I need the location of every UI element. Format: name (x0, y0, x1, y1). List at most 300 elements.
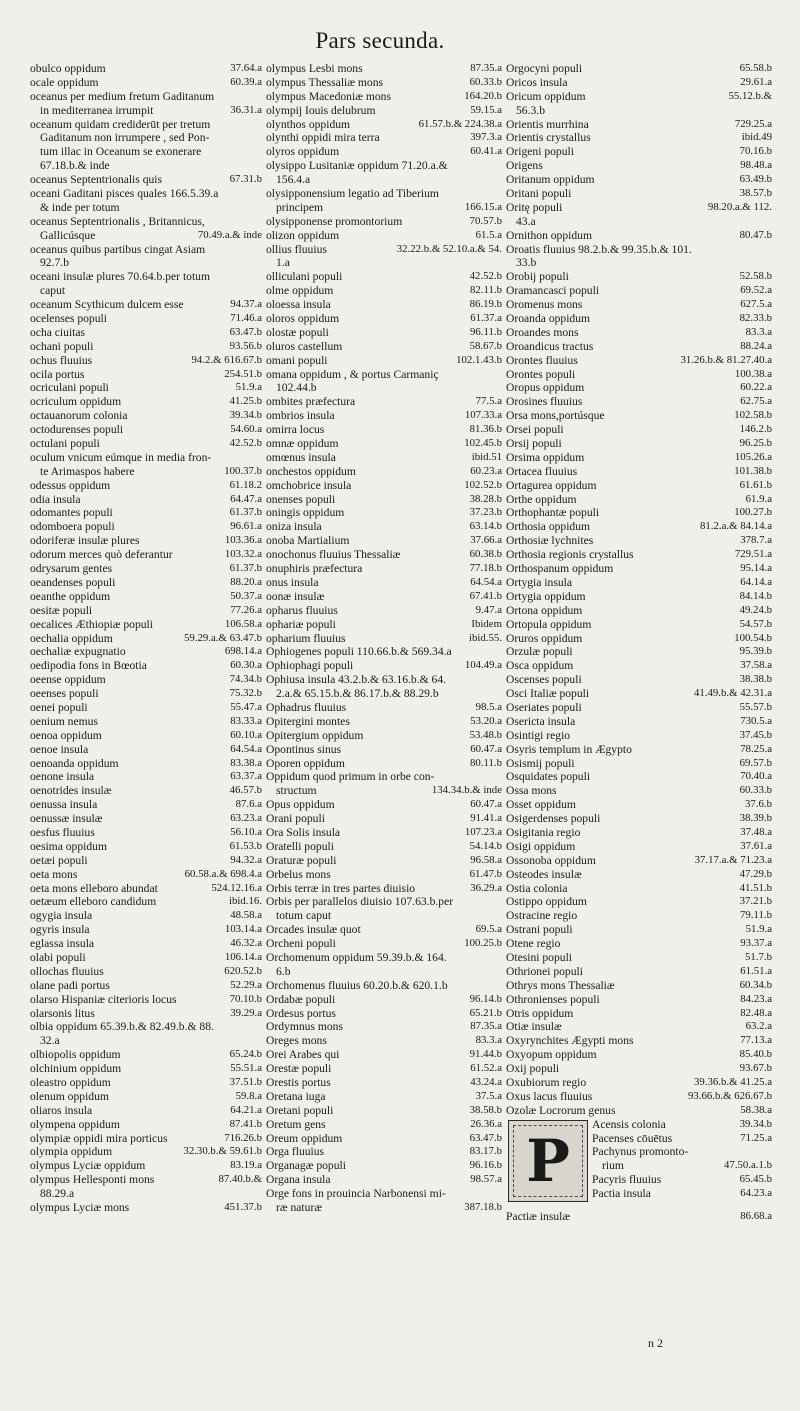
entry-reference: 93.56.b (229, 339, 262, 352)
index-entry (506, 895, 772, 909)
entry-term: odomboera populi (30, 520, 115, 534)
entry-reference: 37.45.b (739, 728, 772, 741)
index-entry (266, 562, 502, 576)
entry-reference: 387.18.b (464, 1201, 502, 1214)
index-entry (30, 215, 262, 229)
index-entry (506, 326, 772, 340)
entry-reference: 86.19.b (469, 298, 502, 311)
entry-term: oenussa insula (30, 798, 98, 812)
entry-term: Ophiusa insula 43.2.b.& 63.16.b.& 64. (266, 673, 447, 687)
entry-term: Otris oppidum (506, 1006, 574, 1020)
entry-reference: 63.47.b (229, 325, 262, 338)
index-entry (30, 1187, 262, 1201)
entry-term: Oreges mons (266, 1034, 327, 1048)
index-entry (30, 993, 262, 1007)
entry-term: oloessa insula (266, 298, 331, 312)
entry-reference: 64.21.a (230, 1103, 262, 1116)
entry-reference: 84.14.b (739, 589, 772, 602)
index-entry (266, 1007, 502, 1021)
index-entry (266, 1048, 502, 1062)
entry-term: olyros oppidum (266, 145, 340, 159)
index-entry (30, 812, 262, 826)
entry-term: Orchomenum oppidum 59.39.b.& 164. (266, 951, 447, 964)
index-entry (266, 743, 502, 757)
entry-reference: 55.51.a (230, 1062, 262, 1075)
index-entry (30, 479, 262, 493)
entry-reference: 46.32.a (230, 937, 262, 950)
entry-reference: 38.39.b (739, 812, 772, 825)
index-entry (506, 493, 772, 507)
entry-reference: 51.7.b (745, 951, 772, 963)
entry-reference: 134.34.b.& inde (431, 784, 502, 797)
entry-reference: 37.5.a (475, 1089, 502, 1102)
entry-term: Ossonoba oppidum (506, 853, 596, 867)
index-entry (266, 201, 502, 215)
entry-term: odoriferæ insulæ plures (30, 534, 140, 548)
entry-term: Oritę populi (506, 200, 563, 214)
entry-term: Orobij populi (506, 270, 569, 284)
entry-term: Oxyrynchites Ægypti mons (506, 1034, 634, 1048)
entry-reference: 70.16.b (739, 145, 772, 158)
entry-reference: 64.54.a (470, 575, 502, 588)
entry-reference: 87.41.b (229, 1117, 262, 1130)
index-entry (30, 1007, 262, 1021)
entry-reference: 55.12.b.& (728, 89, 772, 102)
entry-term: Ortona oppidum (506, 603, 583, 617)
entry-reference: 38.57.b (739, 187, 772, 199)
entry-reference: 100.37.b (224, 464, 262, 477)
entry-reference: 53.20.a (470, 714, 502, 727)
entry-term: olenum oppidum (30, 1089, 109, 1103)
entry-reference: 451.37.b (224, 1201, 262, 1214)
index-entry (506, 729, 772, 743)
entry-term: oonæ insulæ (266, 589, 325, 603)
index-entry (506, 159, 772, 173)
entry-term: ochani populi (30, 339, 94, 353)
entry-term: Osismij populi (506, 756, 575, 770)
entry-reference: 98.48.a (740, 159, 772, 172)
entry-term: Ophadrus fluuius (266, 700, 347, 714)
index-entry (506, 784, 772, 798)
index-entry (30, 909, 262, 923)
index-entry (506, 312, 772, 326)
entry-term: 88.29.a (40, 1187, 75, 1201)
index-entry (266, 187, 502, 201)
entry-reference: 37.6.b (745, 798, 772, 811)
index-entry (506, 576, 772, 590)
index-entry (506, 770, 772, 784)
entry-term: Ostrani populi (506, 923, 573, 937)
index-entry (506, 590, 772, 604)
entry-term: Orzulæ populi (506, 645, 573, 659)
entry-term: Osset oppidum (506, 798, 576, 812)
entry-term: te Arimaspos habere (40, 464, 135, 478)
entry-term: ocha ciuitas (30, 325, 86, 339)
entry-reference: 64.14.a (740, 575, 772, 588)
decorated-initial: P (508, 1120, 588, 1202)
entry-reference: 37.58.a (740, 659, 772, 672)
index-entry (506, 215, 772, 229)
index-entry (30, 145, 262, 159)
entry-term: 56.3.b (516, 103, 545, 117)
index-entry (592, 1187, 772, 1201)
entry-reference: 62.75.a (740, 395, 772, 408)
index-entry (592, 1132, 772, 1146)
index-entry (30, 784, 262, 798)
index-entry (266, 229, 502, 243)
entry-term: Orga fluuius (266, 1145, 325, 1159)
entry-reference: 39.29.a (230, 1006, 262, 1019)
index-entry (506, 368, 772, 382)
entry-reference: 91.44.b (469, 1048, 502, 1061)
entry-reference: 79.11.b (740, 909, 772, 922)
index-entry (506, 993, 772, 1007)
entry-term: Orsa mons,portúsque (506, 409, 605, 423)
entry-term: Oreum oppidum (266, 1131, 343, 1145)
entry-reference: 83.38.a (230, 756, 262, 769)
entry-reference: 378.7.a (740, 534, 772, 547)
entry-reference: 60.47.a (470, 798, 502, 811)
index-entry (266, 1090, 502, 1104)
entry-term: olme oppidum (266, 284, 334, 298)
entry-term: & inde per totum (40, 200, 120, 214)
entry-reference: 106.14.a (224, 951, 262, 963)
index-entry (30, 354, 262, 368)
entry-reference: 60.10.a (230, 728, 262, 741)
index-entry (266, 923, 502, 937)
index-entry (506, 618, 772, 632)
entry-reference: 65.58.b (739, 62, 772, 74)
index-entry (30, 409, 262, 423)
index-entry (30, 395, 262, 409)
index-entry (266, 576, 502, 590)
index-entry (30, 937, 262, 951)
index-entry (30, 854, 262, 868)
index-entry (592, 1145, 772, 1159)
index-entry (266, 395, 502, 409)
entry-reference: 47.29.b (739, 867, 772, 880)
entry-reference: 38.28.b (469, 492, 502, 505)
index-entry (506, 979, 772, 993)
index-entry (30, 590, 262, 604)
entry-term: oetæum elleboro candidum (30, 895, 157, 909)
entry-term: omœnus insula (266, 450, 336, 464)
entry-term: onochonus fluuius Thessaliæ (266, 548, 401, 562)
index-entry (266, 173, 502, 187)
entry-reference: 60.41.a (470, 145, 502, 158)
entry-reference: 80.47.b (739, 228, 772, 241)
entry-term: olympus Hellesponti mons (30, 1173, 155, 1187)
entry-reference: 93.37.a (740, 937, 772, 950)
entry-term: oenone insula (30, 770, 95, 784)
entry-term: oedipodia fons in Bœotia (30, 659, 147, 673)
index-entry (30, 951, 262, 965)
index-entry (30, 1159, 262, 1173)
index-entry (30, 173, 262, 187)
index-entry (266, 1020, 502, 1034)
index-entry (506, 965, 772, 979)
entry-term: oceani insulæ plures 70.64.b.per totum (30, 270, 210, 284)
entry-term: ocelenses populi (30, 312, 107, 326)
entry-reference: 61.57.b.& 224.38.a (418, 117, 502, 130)
entry-term: octodurenses populi (30, 423, 124, 437)
entry-reference: 51.9.a (235, 381, 262, 394)
entry-term: Oppidum quod primum in orbe con- (266, 770, 435, 784)
index-entry (266, 1201, 502, 1215)
index-entry (506, 1020, 772, 1034)
entry-term: omana oppidum , & portus Carmaniç (266, 367, 439, 381)
index-entry (30, 118, 262, 132)
entry-reference: 83.19.a (230, 1159, 262, 1172)
entry-term: Ordymnus mons (266, 1020, 343, 1034)
entry-reference: 65.45.b (739, 1173, 772, 1186)
index-entry (30, 229, 262, 243)
index-entry (30, 729, 262, 743)
entry-term: Ordesus portus (266, 1006, 336, 1020)
entry-reference: 37.64.a (230, 62, 262, 74)
entry-term: Orthosia regionis crystallus (506, 548, 634, 562)
running-header: Pars secunda. (315, 28, 445, 53)
index-entry (506, 507, 772, 521)
index-entry (30, 131, 262, 145)
entry-reference: 77.26.a (230, 603, 262, 616)
entry-reference: 41.51.b (739, 881, 772, 894)
entry-reference: 82.33.b (739, 312, 772, 325)
entry-reference: 71.46.a (230, 312, 262, 325)
index-entry (506, 1048, 772, 1062)
entry-term: Orbis terræ in tres partes diuisio (266, 881, 416, 895)
index-entry (266, 159, 502, 173)
entry-reference: 63.37.a (230, 770, 262, 783)
entry-term: Origens (506, 159, 543, 173)
entry-term: Ordabæ populi (266, 992, 336, 1006)
entry-term: 67.18.b.& inde (40, 159, 110, 173)
index-entry (506, 1034, 772, 1048)
entry-term: 2.a.& 65.15.b.& 86.17.b.& 88.29.b (276, 687, 439, 701)
entry-reference: 53.48.b (469, 728, 502, 741)
entry-term: Orestis portus (266, 1076, 331, 1089)
entry-reference: 9.47.a (475, 603, 502, 616)
entry-term: Osintigi regio (506, 728, 571, 742)
entry-term: Orbelus mons (266, 867, 331, 881)
index-entry (266, 687, 502, 701)
entry-term: olympus Lyciæ mons (30, 1201, 130, 1215)
entry-reference: 100.54.b (734, 631, 772, 644)
index-entry (266, 534, 502, 548)
entry-reference: 61.5.a (475, 228, 502, 241)
index-entry (266, 381, 502, 395)
entry-term: oenoe insula (30, 742, 89, 756)
index-entry (266, 993, 502, 1007)
entry-term: ophariæ populi (266, 617, 336, 631)
entry-reference: 64.23.a (740, 1187, 772, 1200)
entry-reference: 63.47.b (469, 1131, 502, 1144)
entry-reference: 61.37.b (229, 562, 262, 575)
index-entry (30, 90, 262, 104)
index-entry (506, 604, 772, 618)
entry-term: Oricos insula (506, 75, 568, 89)
entry-reference: 75.32.b (229, 687, 262, 700)
entry-reference: 46.57.b (229, 784, 262, 797)
index-entry (266, 645, 502, 659)
index-entry (506, 90, 772, 104)
entry-term: oeense oppidum (30, 673, 106, 687)
entry-term: Orontes populi (506, 367, 576, 381)
index-entry (30, 979, 262, 993)
entry-term: Orosines fluuius (506, 395, 583, 409)
index-entry (506, 645, 772, 659)
entry-term: Osca oppidum (506, 659, 574, 673)
entry-term: oenoanda oppidum (30, 756, 119, 770)
entry-reference: 31.26.b.& 81.27.40.a (680, 353, 772, 366)
index-entry (266, 548, 502, 562)
entry-term: olabi populi (30, 951, 86, 964)
entry-term: Oscenses populi (506, 673, 582, 687)
index-entry (266, 118, 502, 132)
entry-term: rium (602, 1159, 624, 1173)
index-entry (30, 673, 262, 687)
entry-reference: 83.3.a (745, 325, 772, 338)
entry-reference: 77.13.a (740, 1034, 772, 1047)
index-entry (30, 1048, 262, 1062)
index-entry (266, 784, 502, 798)
index-entry (506, 298, 772, 312)
entry-reference: 84.23.a (740, 992, 772, 1005)
entry-reference: 96.58.a (470, 853, 502, 866)
entry-term: olchinium oppidum (30, 1062, 122, 1076)
index-entry (506, 62, 772, 76)
entry-term: odessus oppidum (30, 478, 111, 492)
index-entry (506, 701, 772, 715)
index-entry (506, 1076, 772, 1090)
index-entry (592, 1159, 772, 1173)
entry-term: Othrys mons Thessaliæ (506, 978, 615, 992)
index-entry (30, 465, 262, 479)
entry-term: Ophiogenes populi 110.66.b.& 569.34.a (266, 645, 452, 659)
index-entry (30, 368, 262, 382)
entry-term: oeta mons (30, 867, 78, 881)
entry-reference: 70.57.b (469, 214, 502, 227)
entry-term: olysippo Lusitaniæ oppidum 71.20.a.& (266, 159, 448, 173)
entry-reference: 37.23.b (469, 506, 502, 519)
entry-reference: 64.54.a (230, 742, 262, 755)
entry-term: oesima oppidum (30, 839, 107, 853)
index-entry (30, 312, 262, 326)
entry-term: oenotrides insulæ (30, 784, 112, 798)
entry-reference: 729.51.a (734, 548, 772, 561)
index-entry (30, 715, 262, 729)
entry-term: Ortacea fluuius (506, 464, 578, 478)
index-entry (30, 1090, 262, 1104)
entry-reference: 37.66.a (470, 534, 502, 547)
entry-reference: ibid.51 (471, 450, 502, 463)
entry-term: Gallicúsque (40, 228, 96, 242)
index-entry (266, 1118, 502, 1132)
entry-term: odomantes populi (30, 506, 113, 520)
entry-reference: ibid.49 (741, 131, 772, 144)
entry-reference: 102.52.b (464, 478, 502, 491)
index-entry (266, 937, 502, 951)
entry-term: ocale oppidum (30, 75, 99, 89)
entry-term: oniza insula (266, 520, 322, 534)
entry-term: Orientis murrhina (506, 117, 589, 131)
entry-term: Othrionei populi (506, 964, 583, 978)
index-column-right (506, 62, 772, 1224)
entry-reference: 37.61.a (740, 839, 772, 852)
index-entry (30, 270, 262, 284)
entry-reference: 60.39.a (230, 75, 262, 88)
entry-term: Orientis crystallus (506, 131, 591, 145)
entry-term: Oruros oppidum (506, 631, 583, 645)
entry-term: oechaliæ expugnatio (30, 645, 126, 659)
index-entry (30, 562, 262, 576)
entry-reference: 47.50.a.1.b (724, 1159, 772, 1172)
index-entry (506, 451, 772, 465)
entry-term: olysipponense promontorium (266, 214, 403, 228)
index-entry (506, 1007, 772, 1021)
entry-reference: 74.34.b (229, 673, 262, 686)
entry-term: structum (276, 784, 317, 798)
entry-term: oningis oppidum (266, 506, 345, 520)
index-entry (506, 409, 772, 423)
index-entry (266, 270, 502, 284)
entry-reference: 58.38.a (740, 1103, 772, 1116)
entry-reference: 51.9.a (745, 923, 772, 936)
index-entry (266, 909, 502, 923)
entry-reference: 87.6.a (235, 798, 262, 811)
index-entry (506, 548, 772, 562)
entry-reference: 60.58.a.& 698.4.a (184, 867, 262, 880)
index-entry (506, 284, 772, 298)
index-entry (266, 354, 502, 368)
page-signature: n 2 (648, 1336, 663, 1350)
entry-term: Oroandicus tractus (506, 339, 594, 353)
entry-term: oesfus fluuius (30, 825, 95, 839)
entry-term: Oporen oppidum (266, 756, 345, 770)
index-entry (266, 493, 502, 507)
index-entry (506, 423, 772, 437)
index-entry (266, 604, 502, 618)
entry-term: principem (276, 200, 324, 214)
entry-reference: 87.40.b.& (218, 1173, 262, 1186)
entry-term: odorum merces quò deferantur (30, 548, 173, 562)
entry-term: onenses populi (266, 492, 336, 506)
entry-reference: ibid.55. (469, 631, 502, 644)
entry-reference: 102.58.b (734, 409, 772, 422)
entry-term: Pacyris fluuius (592, 1173, 662, 1187)
entry-reference: 48.58.a (230, 909, 262, 922)
index-entry (266, 62, 502, 76)
entry-reference: 103.14.a (224, 923, 262, 936)
index-entry (506, 437, 772, 451)
entry-reference: 61.47.b (469, 867, 502, 880)
index-entry (506, 562, 772, 576)
index-entry (506, 951, 772, 965)
index-entry (506, 882, 772, 896)
index-entry (30, 576, 262, 590)
entry-term: in mediterranea irrumpit (40, 103, 154, 117)
index-entry (506, 854, 772, 868)
entry-reference: 98.20.a.& 112. (707, 200, 772, 213)
entry-term: 102.44.b (276, 381, 317, 395)
entry-reference: 96.14.b (469, 992, 502, 1005)
entry-reference: 32.22.b.& 52.10.a.& 54. (396, 242, 502, 255)
index-entry (506, 340, 772, 354)
entry-reference: 59.15.a (470, 103, 502, 116)
entry-term: Orthosiæ lychnites (506, 534, 594, 548)
p-section-lines (592, 1118, 772, 1201)
entry-term: ræ naturæ (276, 1201, 323, 1215)
